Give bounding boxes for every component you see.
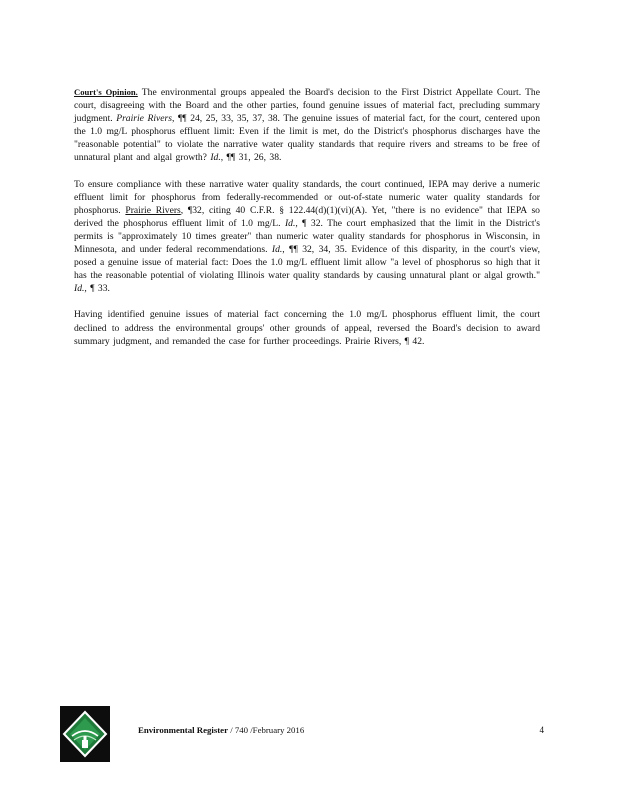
issue-info: / 740 /February 2016 (230, 725, 305, 735)
page-number: 4 (539, 725, 544, 735)
article-body (74, 86, 540, 361)
paragraph-compliance: To ensure compliance with these narrative water quality standards, the court continued, IEPA may derive a numeric effluent limit for phosphorus from federally-recommended or out-of-state numeric water quality standards for phosphorus. Prairie Rivers, ¶32, citing 40 C.F.R. § 122.44(d)(1)(vi)(A). Yet, "there is no evidence" that IEPA so derived the phosphorus effluent limit of 1.0 mg/L. Id., ¶ 32. The court emphasized that the limit in the District's permits is "approximately 10 times greater" than numeric water quality standards for phosphorus in Wisconsin, in Minnesota, and under federal recommendations. Id., ¶¶ 32, 34, 35. Evidence of this disparity, in the court's view, posed a genuine issue of material fact: Does the 1.0 mg/L effluent limit allow "a level of phosphorus so high that it has the reasonable potential of violating Illinois water quality standards by causing unnatural plant or algal growth." Id., ¶ 33. (74, 178, 540, 295)
case-citation: Prairie Rivers (125, 204, 181, 216)
case-citation: Prairie Rivers (116, 113, 172, 125)
id-citation: Id. (284, 217, 296, 229)
id-citation: Id. (210, 152, 221, 164)
page-footer (60, 706, 544, 762)
illinois-pollution-control-board-logo (60, 706, 110, 762)
id-citation: Id. (271, 244, 283, 256)
id-citation: Id. (74, 283, 85, 295)
publication-name: Environmental Register (138, 725, 228, 735)
paragraph-court-opinion: Court's Opinion. The environmental groups appealed the Board's decision to the First District Appellate Court. The court, disagreeing with the Board and the other parties, found genuine issues of material fact, precluding summary judgment. Prairie Rivers, ¶¶ 24, 25, 33, 35, 37, 38. The genuine issues of material fact, for the court, centered upon the 1.0 mg/L phosphorus effluent limit: Even if the limit is met, do the District's phosphorus discharges have the "reasonable potential" to violate the narrative water quality standards that require rivers and streams to be free of unnatural plant and algal growth? Id., ¶¶ 31, 26, 38. (74, 87, 540, 164)
footer-publication (138, 725, 304, 735)
paragraph-conclusion: Having identified genuine issues of material fact concerning the 1.0 mg/L phosphorus effluent limit, the court declined to address the environmental groups' other grounds of appeal, reversed the Board's decision to award summary judgment, and remanded the case for further proceedings. Prairie Rivers, ¶ 42. (74, 309, 540, 347)
section-heading: Court's Opinion. (74, 87, 138, 97)
